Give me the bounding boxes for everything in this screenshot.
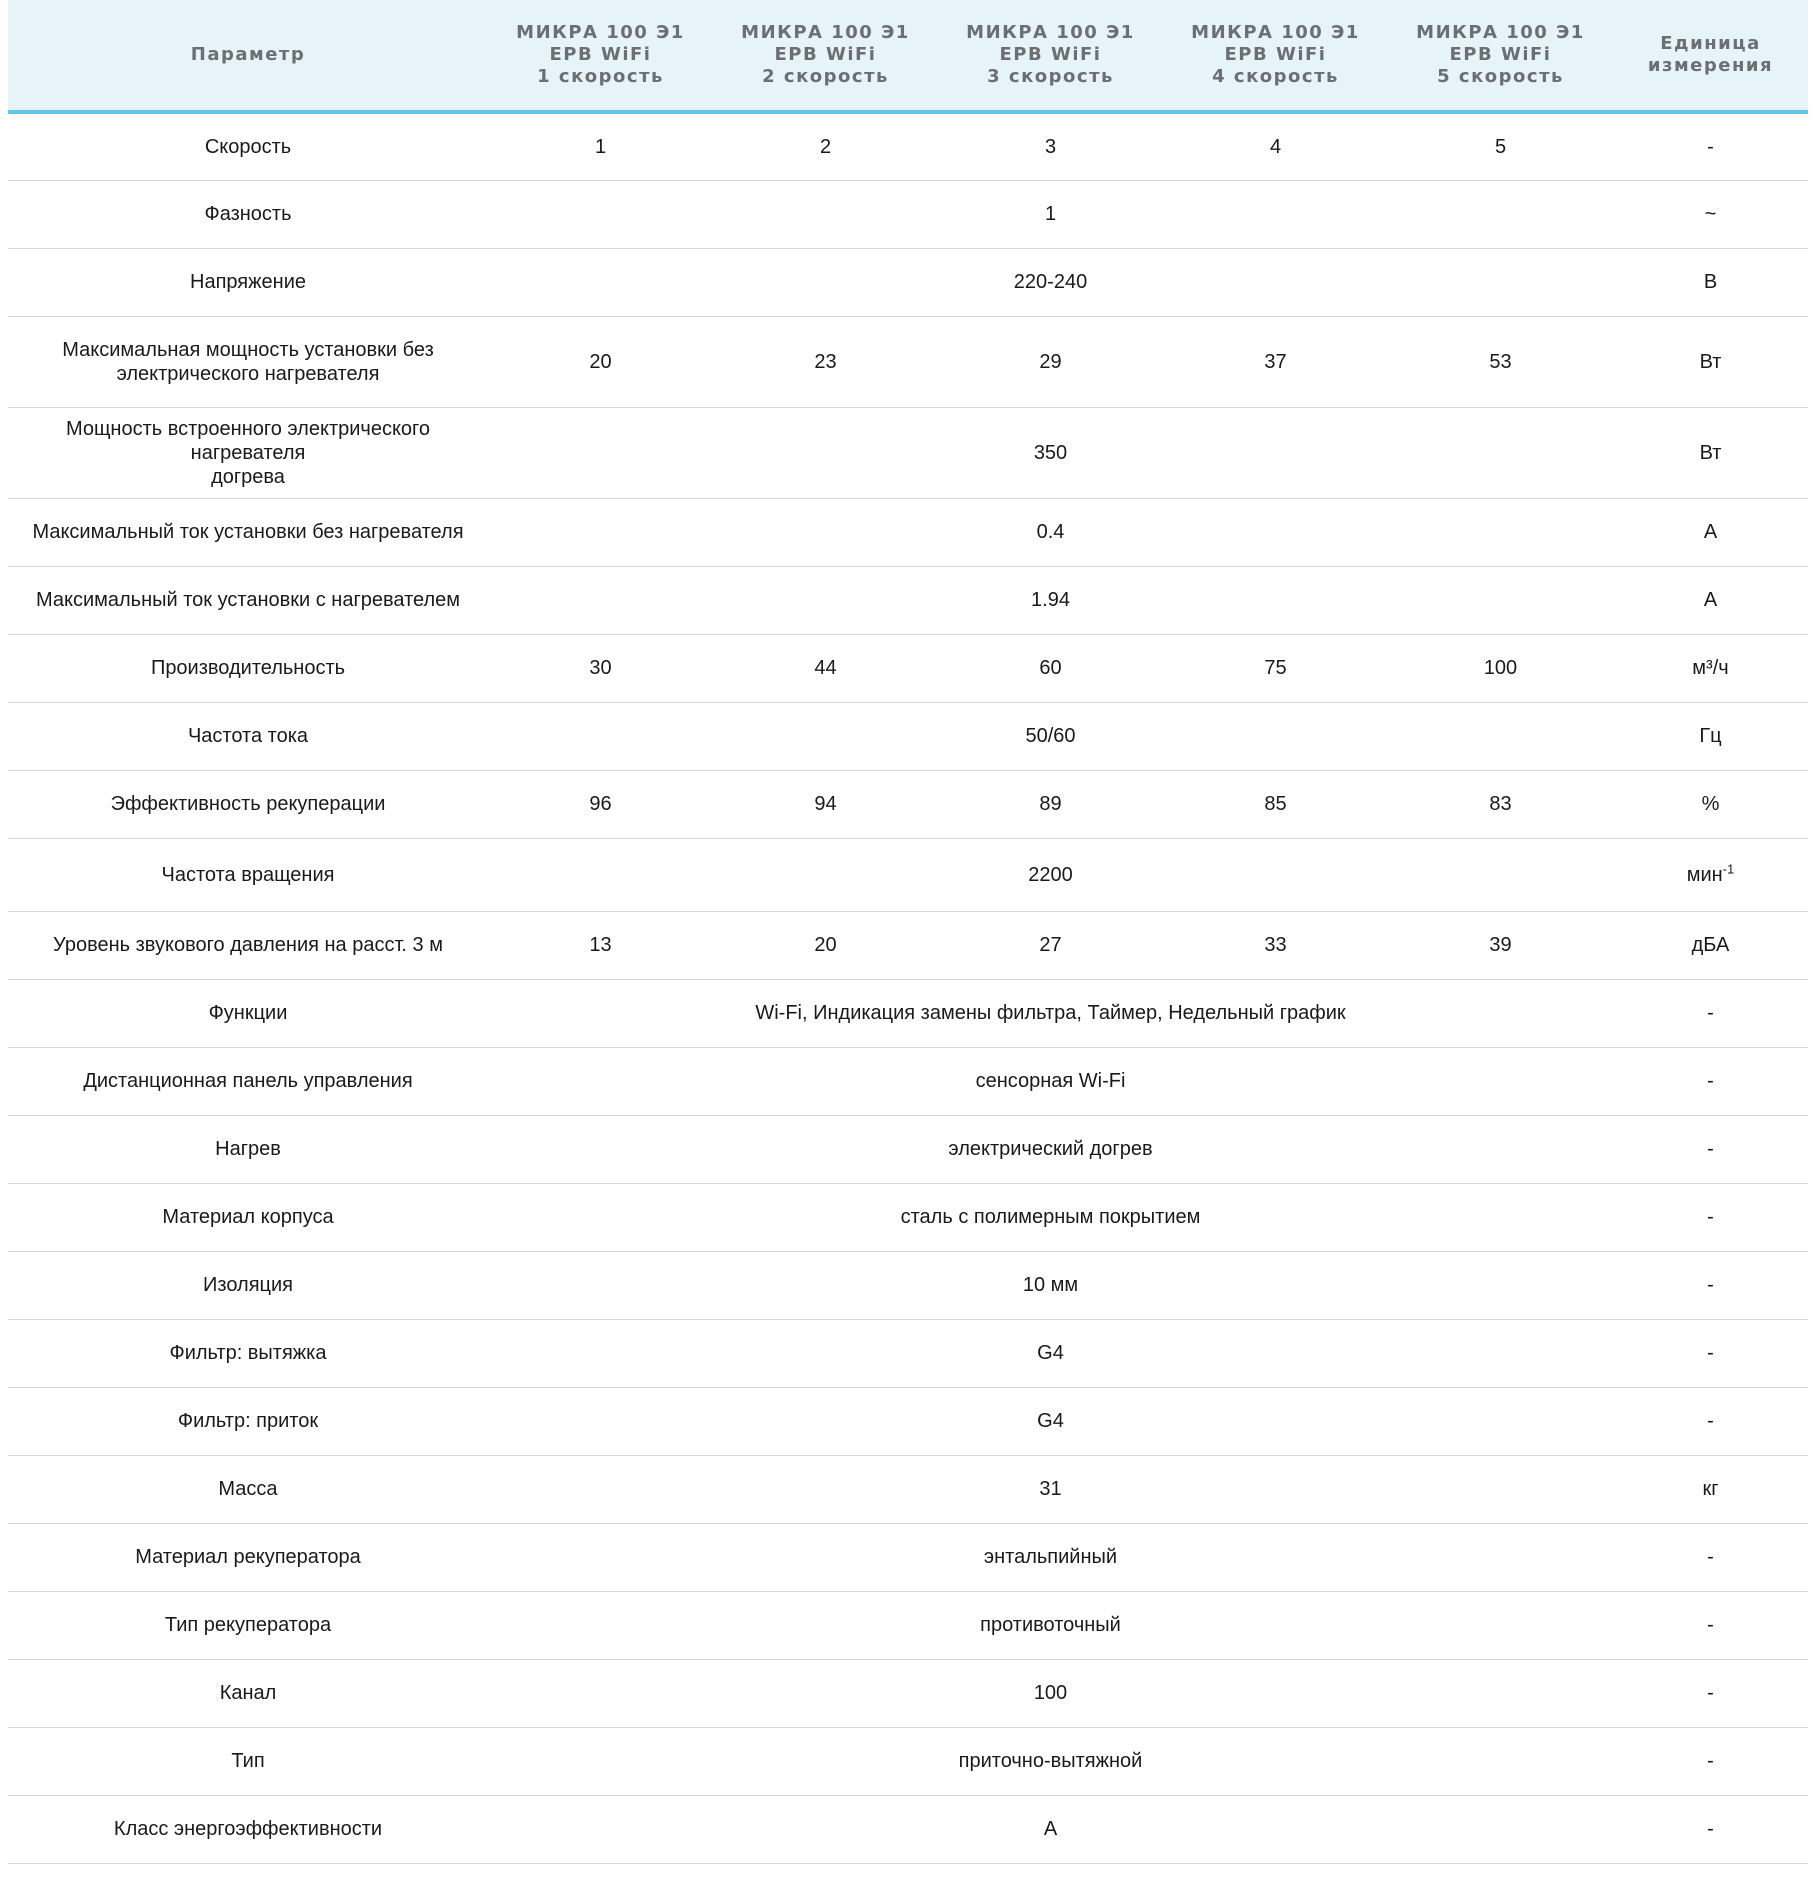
row-heating xyxy=(8,1115,1808,1183)
value-cell: 53 xyxy=(1388,316,1613,407)
value-cell: 37 xyxy=(1163,316,1388,407)
header-row xyxy=(8,0,1808,112)
row-max-power xyxy=(8,316,1808,407)
param-label: Максимальный ток установки с нагревателем xyxy=(8,566,488,634)
unit-cell: - xyxy=(1613,1183,1808,1251)
row-functions xyxy=(8,979,1808,1047)
header-model-speed-2: МИКРА 100 Э1 ЕРВ WiFi 2 скорость xyxy=(713,0,938,112)
value-cell: сталь с полимерным покрытием xyxy=(488,1183,1613,1251)
unit-cell: - xyxy=(1613,1251,1808,1319)
row-airflow xyxy=(8,634,1808,702)
row-frequency xyxy=(8,702,1808,770)
param-label: Функции xyxy=(8,979,488,1047)
param-label: Масса xyxy=(8,1455,488,1523)
unit-cell: - xyxy=(1613,112,1808,180)
unit-cell xyxy=(1613,838,1808,911)
param-label-line-2: электрического нагревателя xyxy=(116,362,380,385)
unit-cell: - xyxy=(1613,1727,1808,1795)
param-label: Максимальный ток установки без нагревателя xyxy=(8,498,488,566)
header-unit: Единица измерения xyxy=(1613,0,1808,112)
param-label: Напряжение xyxy=(8,248,488,316)
param-label: Фильтр: приток xyxy=(8,1387,488,1455)
row-current-heater xyxy=(8,566,1808,634)
value-cell: Wi-Fi, Индикация замены фильтра, Таймер, Недельный график xyxy=(488,979,1613,1047)
unit-superscript: -1 xyxy=(1722,860,1735,876)
value-cell: сенсорная Wi-Fi xyxy=(488,1047,1613,1115)
param-label: Фильтр: вытяжка xyxy=(8,1319,488,1387)
value-cell: 3 xyxy=(938,112,1163,180)
value-cell: G4 xyxy=(488,1387,1613,1455)
row-rotation xyxy=(8,838,1808,911)
unit-cell: - xyxy=(1613,1319,1808,1387)
value-cell: 96 xyxy=(488,770,713,838)
unit-cell: - xyxy=(1613,979,1808,1047)
header-model-speed-5: МИКРА 100 Э1 ЕРВ WiFi 5 скорость xyxy=(1388,0,1613,112)
unit-cell: % xyxy=(1613,770,1808,838)
value-cell: 1 xyxy=(488,180,1613,248)
row-duct xyxy=(8,1659,1808,1727)
header-model-speed-3: МИКРА 100 Э1 ЕРВ WiFi 3 скорость xyxy=(938,0,1163,112)
unit-cell: дБА xyxy=(1613,911,1808,979)
value-cell: электрический догрев xyxy=(488,1115,1613,1183)
value-cell: 60 xyxy=(938,634,1163,702)
header-model-speed-1: МИКРА 100 Э1 ЕРВ WiFi 1 скорость xyxy=(488,0,713,112)
row-insulation xyxy=(8,1251,1808,1319)
value-cell: 2200 xyxy=(488,838,1613,911)
param-label: Скорость xyxy=(8,112,488,180)
header-model-speed-4: МИКРА 100 Э1 ЕРВ WiFi 4 скорость xyxy=(1163,0,1388,112)
param-label: Класс энергоэффективности xyxy=(8,1795,488,1863)
value-cell: 30 xyxy=(488,634,713,702)
unit-cell: - xyxy=(1613,1047,1808,1115)
param-label: Материал корпуса xyxy=(8,1183,488,1251)
value-cell: 4 xyxy=(1163,112,1388,180)
row-energy-class xyxy=(8,1795,1808,1863)
row-remote-panel xyxy=(8,1047,1808,1115)
param-label xyxy=(8,407,488,498)
param-label: Материал рекуператора xyxy=(8,1523,488,1591)
unit-cell: ~ xyxy=(1613,180,1808,248)
value-cell: 83 xyxy=(1388,770,1613,838)
table-body xyxy=(8,112,1808,1863)
param-label: Производительность xyxy=(8,634,488,702)
row-filter-supply xyxy=(8,1387,1808,1455)
value-cell: А xyxy=(488,1795,1613,1863)
value-cell: 20 xyxy=(488,316,713,407)
value-cell: 23 xyxy=(713,316,938,407)
param-label-line-2: догрева xyxy=(211,465,285,488)
row-phase xyxy=(8,180,1808,248)
value-cell: 13 xyxy=(488,911,713,979)
param-label: Эффективность рекуперации xyxy=(8,770,488,838)
row-voltage xyxy=(8,248,1808,316)
value-cell: 50/60 xyxy=(488,702,1613,770)
row-speed xyxy=(8,112,1808,180)
value-cell: энтальпийный xyxy=(488,1523,1613,1591)
unit-text: мин xyxy=(1686,863,1723,886)
value-cell: 1 xyxy=(488,112,713,180)
row-type xyxy=(8,1727,1808,1795)
value-cell: 100 xyxy=(1388,634,1613,702)
param-label: Фазность xyxy=(8,180,488,248)
row-noise xyxy=(8,911,1808,979)
row-mass xyxy=(8,1455,1808,1523)
param-label: Уровень звукового давления на расст. 3 м xyxy=(8,911,488,979)
value-cell: 5 xyxy=(1388,112,1613,180)
value-cell: 1.94 xyxy=(488,566,1613,634)
row-heater-power xyxy=(8,407,1808,498)
param-label: Частота вращения xyxy=(8,838,488,911)
row-recuperator-material xyxy=(8,1523,1808,1591)
value-cell: 29 xyxy=(938,316,1163,407)
unit-cell: м³/ч xyxy=(1613,634,1808,702)
value-cell: 2 xyxy=(713,112,938,180)
specifications-table xyxy=(8,0,1808,1864)
unit-cell: - xyxy=(1613,1591,1808,1659)
param-label xyxy=(8,316,488,407)
value-cell: 94 xyxy=(713,770,938,838)
table-header xyxy=(8,0,1808,112)
param-label: Нагрев xyxy=(8,1115,488,1183)
row-case-material xyxy=(8,1183,1808,1251)
param-label: Канал xyxy=(8,1659,488,1727)
value-cell: 75 xyxy=(1163,634,1388,702)
value-cell: 31 xyxy=(488,1455,1613,1523)
unit-cell: - xyxy=(1613,1387,1808,1455)
unit-cell: Гц xyxy=(1613,702,1808,770)
unit-cell: Вт xyxy=(1613,316,1808,407)
value-cell: G4 xyxy=(488,1319,1613,1387)
unit-cell: - xyxy=(1613,1115,1808,1183)
row-current-no-heater xyxy=(8,498,1808,566)
unit-cell: - xyxy=(1613,1659,1808,1727)
unit-cell: - xyxy=(1613,1795,1808,1863)
value-cell: 350 xyxy=(488,407,1613,498)
value-cell: 85 xyxy=(1163,770,1388,838)
param-label: Тип рекуператора xyxy=(8,1591,488,1659)
unit-cell: Вт xyxy=(1613,407,1808,498)
row-filter-exhaust xyxy=(8,1319,1808,1387)
value-cell: 220-240 xyxy=(488,248,1613,316)
unit-cell: А xyxy=(1613,498,1808,566)
unit-cell: В xyxy=(1613,248,1808,316)
value-cell: 0.4 xyxy=(488,498,1613,566)
row-recuperator-type xyxy=(8,1591,1808,1659)
row-efficiency xyxy=(8,770,1808,838)
param-label: Дистанционная панель управления xyxy=(8,1047,488,1115)
value-cell: 10 мм xyxy=(488,1251,1613,1319)
param-label: Частота тока xyxy=(8,702,488,770)
value-cell: противоточный xyxy=(488,1591,1613,1659)
value-cell: 33 xyxy=(1163,911,1388,979)
value-cell: 89 xyxy=(938,770,1163,838)
unit-cell: - xyxy=(1613,1523,1808,1591)
param-label: Изоляция xyxy=(8,1251,488,1319)
value-cell: 100 xyxy=(488,1659,1613,1727)
value-cell: 44 xyxy=(713,634,938,702)
value-cell: 20 xyxy=(713,911,938,979)
param-label-line-1: Максимальная мощность установки без xyxy=(62,338,434,361)
value-cell: 27 xyxy=(938,911,1163,979)
value-cell: 39 xyxy=(1388,911,1613,979)
param-label-line-1: Мощность встроенного электрического нагревателя xyxy=(65,417,431,464)
unit-cell: А xyxy=(1613,566,1808,634)
param-label: Тип xyxy=(8,1727,488,1795)
value-cell: приточно-вытяжной xyxy=(488,1727,1613,1795)
header-parameter: Параметр xyxy=(8,0,488,112)
unit-cell: кг xyxy=(1613,1455,1808,1523)
